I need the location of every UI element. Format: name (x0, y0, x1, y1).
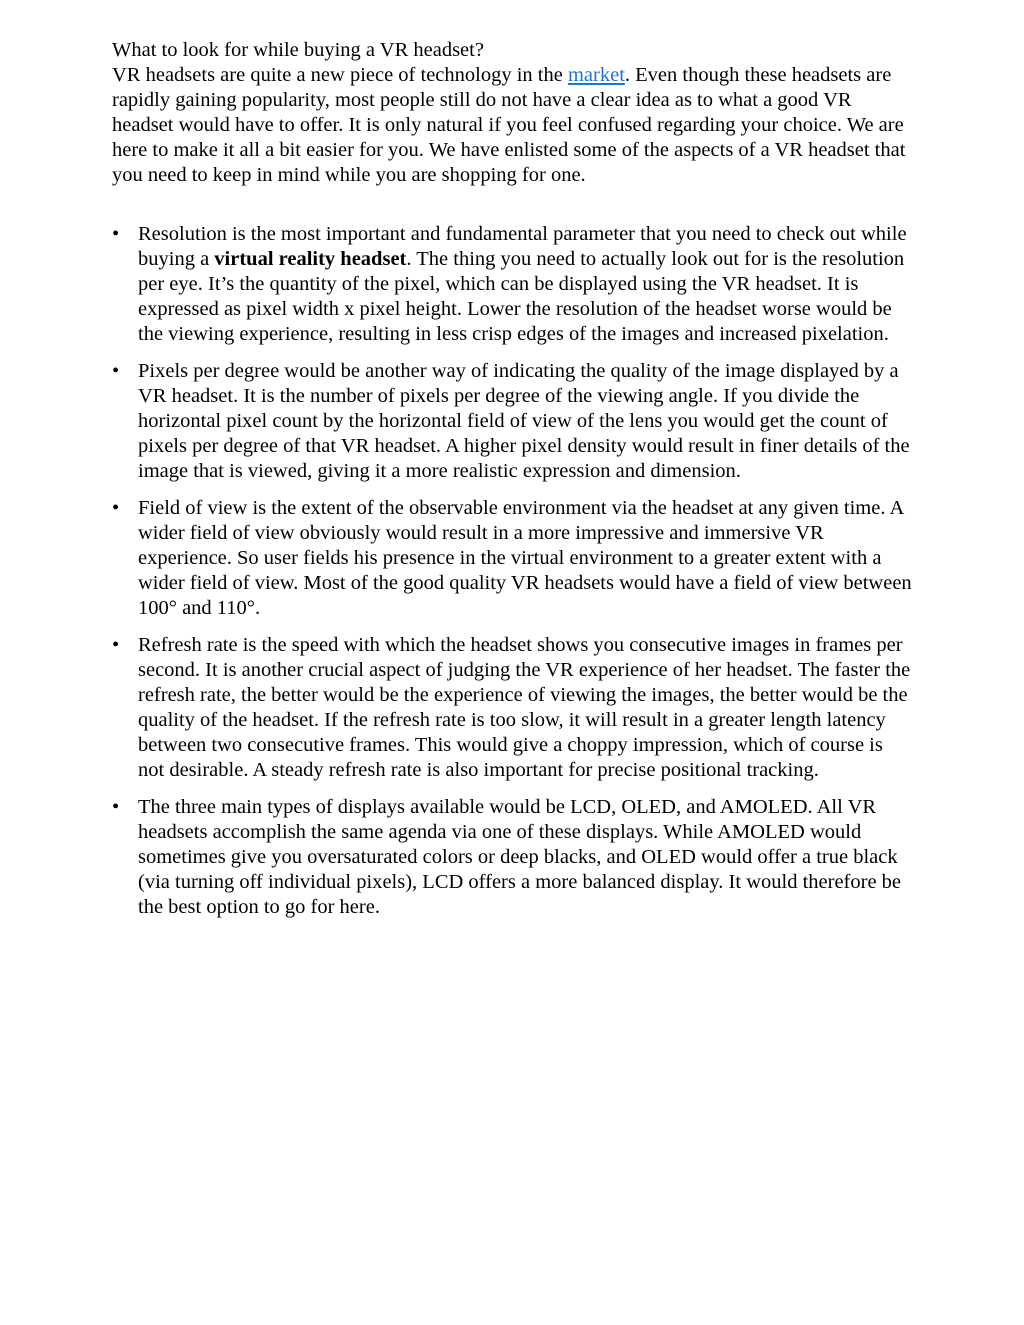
list-item-pixels-per-degree (112, 359, 912, 484)
bullet-icon: • (112, 360, 120, 382)
list-item-refresh-rate (112, 633, 912, 783)
intro-paragraph (112, 63, 912, 188)
bullet-icon: • (112, 796, 120, 818)
list-item-text: Resolution is the most important and fundamental parameter that you need to check out while buying a (138, 223, 907, 270)
bold-keyword: virtual reality headset (214, 248, 407, 270)
document-page (112, 38, 912, 932)
list-item-text: The three main types of displays available would be LCD, OLED, and AMOLED. All VR headsets accomplish the same agenda via one of these displays. While AMOLED would sometimes give you oversaturated colors or deep blacks, and OLED would offer a true black (via turning off individual pixels), LCD offers a more balanced display. It would therefore be the best option to go for here. (138, 796, 902, 918)
list-item-field-of-view (112, 496, 912, 621)
document-title: What to look for while buying a VR headset? (112, 39, 484, 61)
intro-text-after-link: . Even though these headsets are rapidly gaining popularity, most people still do not have a clear idea as to what a good VR headset would have to offer. It is only natural if you feel confused regarding your choice. We are here to make it all a bit easier for you. We have enlisted some of the aspects of a VR headset that you need to keep in mind while you are shopping for one. (112, 64, 906, 186)
list-item-display-types (112, 795, 912, 920)
bullet-icon: • (112, 634, 120, 656)
intro-text-before-link: VR headsets are quite a new piece of technology in the (112, 64, 568, 86)
market-link[interactable]: market (567, 64, 625, 86)
list-item-text: Refresh rate is the speed with which the headset shows you consecutive images in frames per second. It is another crucial aspect of judging the VR experience of her headset. The faster the refresh rate, the better would be the experience of viewing the images, the better would be the quality of the headset. If the refresh rate is too slow, it will result in a greater length latency between two consecutive frames. This would give a choppy impression, which of course is not desirable. A steady refresh rate is also important for precise positional tracking. (138, 634, 911, 781)
list-item-text: Pixels per degree would be another way of indicating the quality of the image displayed by a VR headset. It is the number of pixels per degree of the viewing angle. If you divide the horizontal pixel count by the horizontal field of view of the lens you would get the count of pixels per degree of that VR headset. A higher pixel density would result in finer details of the image that is viewed, giving it a more realistic expression and dimension. (138, 360, 910, 482)
list-item-text-continued: . The thing you need to actually look out for is the resolution per eye. It’s the quantity of the pixel, which can be displayed using the VR headset. It is expressed as pixel width x pixel height. Lower the resolution of the headset worse would be the viewing experience, resulting in less crisp edges of the images and increased pixelation. (138, 248, 905, 345)
aspects-list (112, 222, 912, 920)
bullet-icon: • (112, 223, 120, 245)
intro-section (112, 38, 912, 188)
list-item-resolution (112, 222, 912, 347)
list-item-text: Field of view is the extent of the observable environment via the headset at any given time. A wider field of view obviously would result in a more impressive and immersive VR experience. So user fields his presence in the virtual environment to a greater extent with a wider field of view. Most of the good quality VR headsets would have a field of view between 100° and 110°. (138, 497, 912, 619)
bullet-icon: • (112, 497, 120, 519)
